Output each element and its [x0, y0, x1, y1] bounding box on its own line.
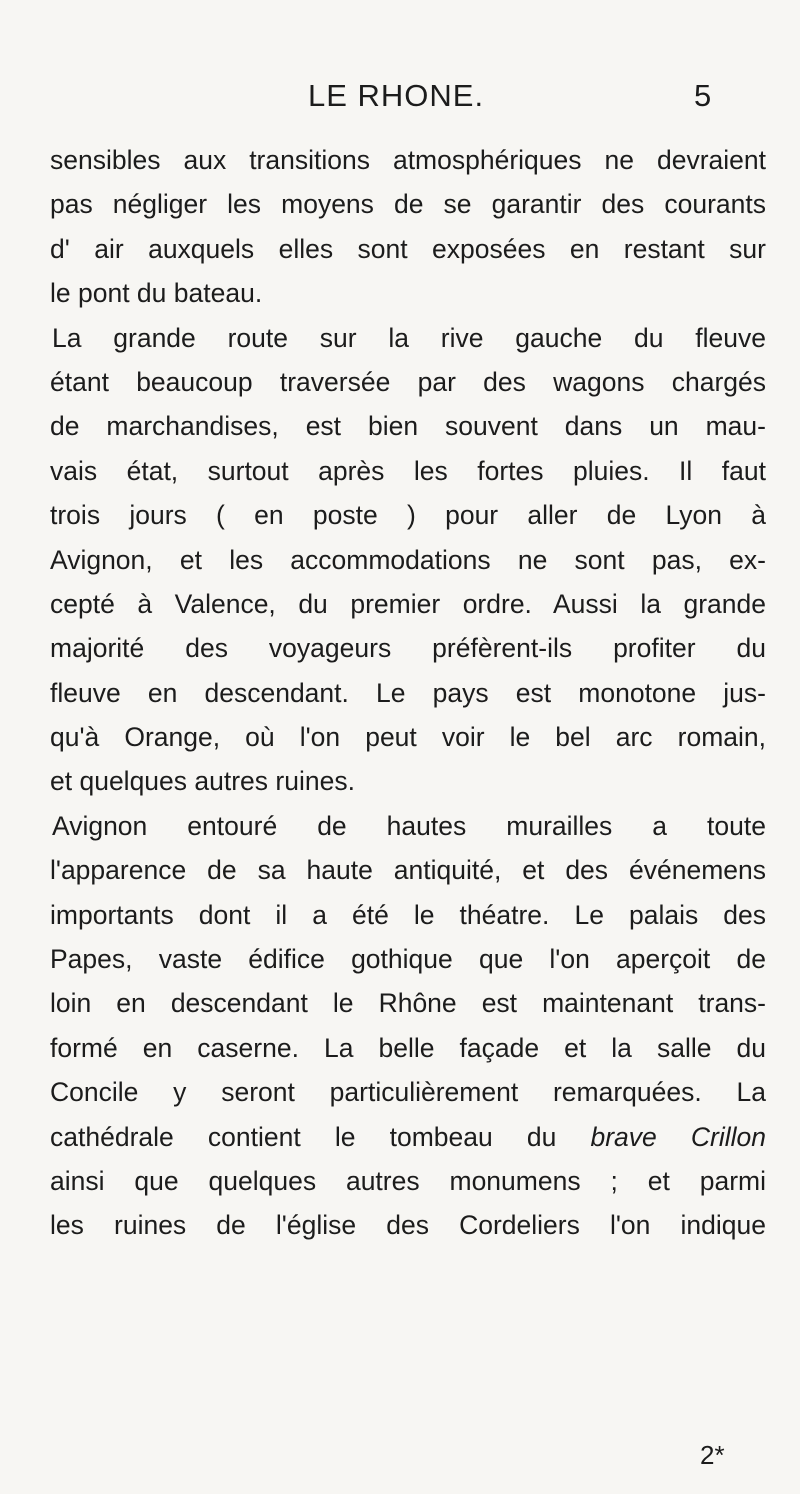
body-text — [50, 138, 766, 1248]
text-line: Concile y seront particulièrement remarquées. La — [50, 1077, 766, 1108]
text-line: formé en caserne. La belle façade et la salle du — [50, 1032, 766, 1063]
italic-name: brave Crillon — [590, 1121, 766, 1152]
text-line: ainsi que quelques autres monumens ; et parmi — [50, 1165, 766, 1196]
text-line: les ruines de l'église des Cordeliers l'on indique — [50, 1210, 766, 1241]
text-line: Avignon, et les accommodations ne sont pas, ex- — [50, 544, 766, 575]
text-line: sensibles aux transitions atmosphériques ne devraient — [50, 145, 766, 175]
text-line: l'apparence de sa haute antiquité, et des événemens — [50, 855, 766, 886]
running-title: LE RHONE. — [308, 78, 485, 113]
text-line: fleuve en descendant. Le pays est monotone jus- — [50, 677, 766, 708]
page-number: 5 — [694, 78, 712, 113]
text-line: loin en descendant le Rhône est maintenant trans- — [50, 988, 766, 1019]
text-line — [50, 1115, 766, 1159]
text-line: Papes, vaste édifice gothique que l'on aperçoit de — [50, 944, 766, 975]
signature-mark: 2* — [700, 1440, 725, 1470]
text-line: La grande route sur la rive gauche du fleuve — [52, 322, 766, 353]
text-line: pas négliger les moyens de se garantir des courants — [50, 189, 766, 220]
text-line: importants dont il a été le théatre. Le palais des — [50, 899, 766, 930]
text-line: étant beaucoup traversée par des wagons chargés — [50, 366, 766, 397]
text-line: cepté à Valence, du premier ordre. Aussi la grande — [50, 588, 766, 619]
text-line: d' air auxquels elles sont exposées en restant sur — [50, 233, 766, 264]
text-line: vais état, surtout après les fortes pluies. Il faut — [50, 455, 766, 486]
text-line: Avignon entouré de hautes murailles a toute — [52, 810, 766, 841]
text-line: le pont du bateau. — [50, 278, 263, 309]
text-line: majorité des voyageurs préfèrent-ils profiter du — [50, 633, 766, 664]
text-line: et quelques autres ruines. — [50, 766, 355, 797]
text-line: qu'à Orange, où l'on peut voir le bel arc romain, — [50, 722, 766, 753]
text-fragment: cathédrale contient le tombeau du — [50, 1121, 591, 1152]
text-line: trois jours ( en poste ) pour aller de Lyon à — [50, 500, 766, 531]
text-line: de marchandises, est bien souvent dans un mau- — [50, 411, 766, 442]
running-head — [0, 78, 800, 118]
